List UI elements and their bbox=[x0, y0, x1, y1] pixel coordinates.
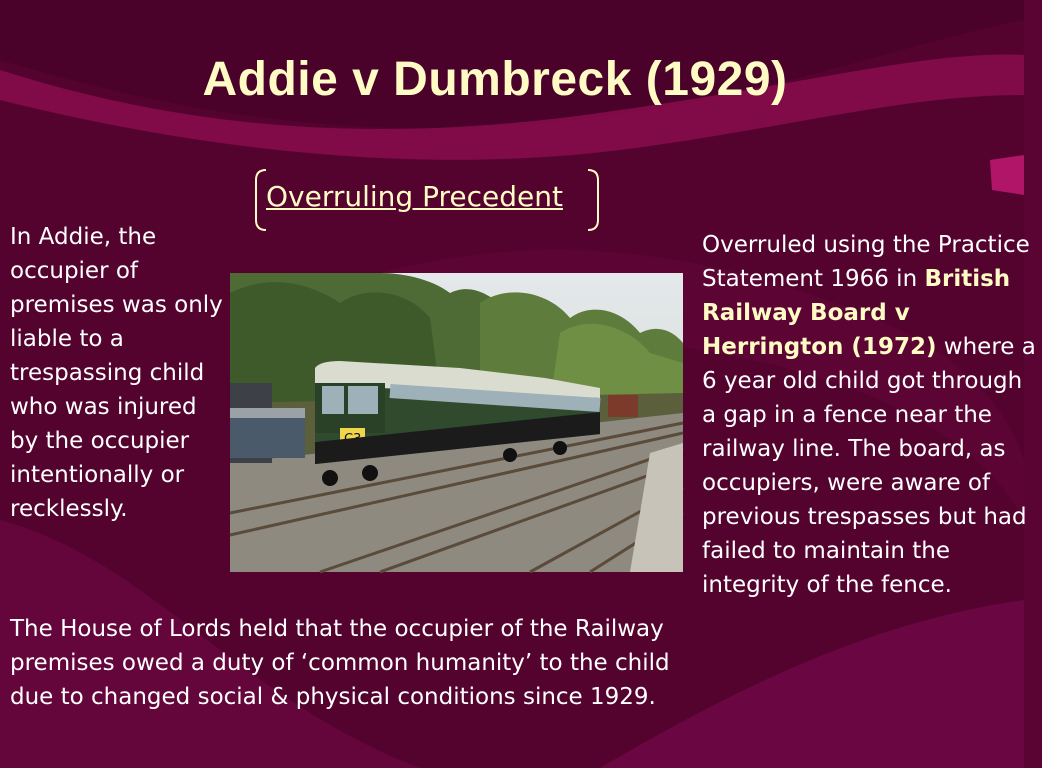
train-photo bbox=[230, 273, 683, 572]
right-paragraph-intro: Overruled using the Practice Statement 1966 in bbox=[702, 232, 1030, 292]
slide-title: Addie v Dumbreck (1929) bbox=[202, 53, 788, 106]
subtitle: Overruling Precedent bbox=[266, 180, 563, 213]
right-paragraph bbox=[702, 228, 1042, 602]
left-paragraph: In Addie, the occupier of premises was only liable to a trespassing child who was injured by the occupier intentionally or recklessly. bbox=[10, 224, 223, 522]
right-paragraph-body: where a 6 year old child got through a gap in a fence near the railway line. The board, as occupiers, were aware of previous trespasses but had failed to maintain the integrity of the fence. bbox=[702, 334, 1036, 598]
case-name: British Railway Board v Herrington (1972) bbox=[702, 266, 1011, 360]
bottom-paragraph: The House of Lords held that the occupier of the Railway premises owed a duty of ‘common humanity’ to the child due to changed social & physical conditions since 1929. bbox=[10, 616, 670, 710]
